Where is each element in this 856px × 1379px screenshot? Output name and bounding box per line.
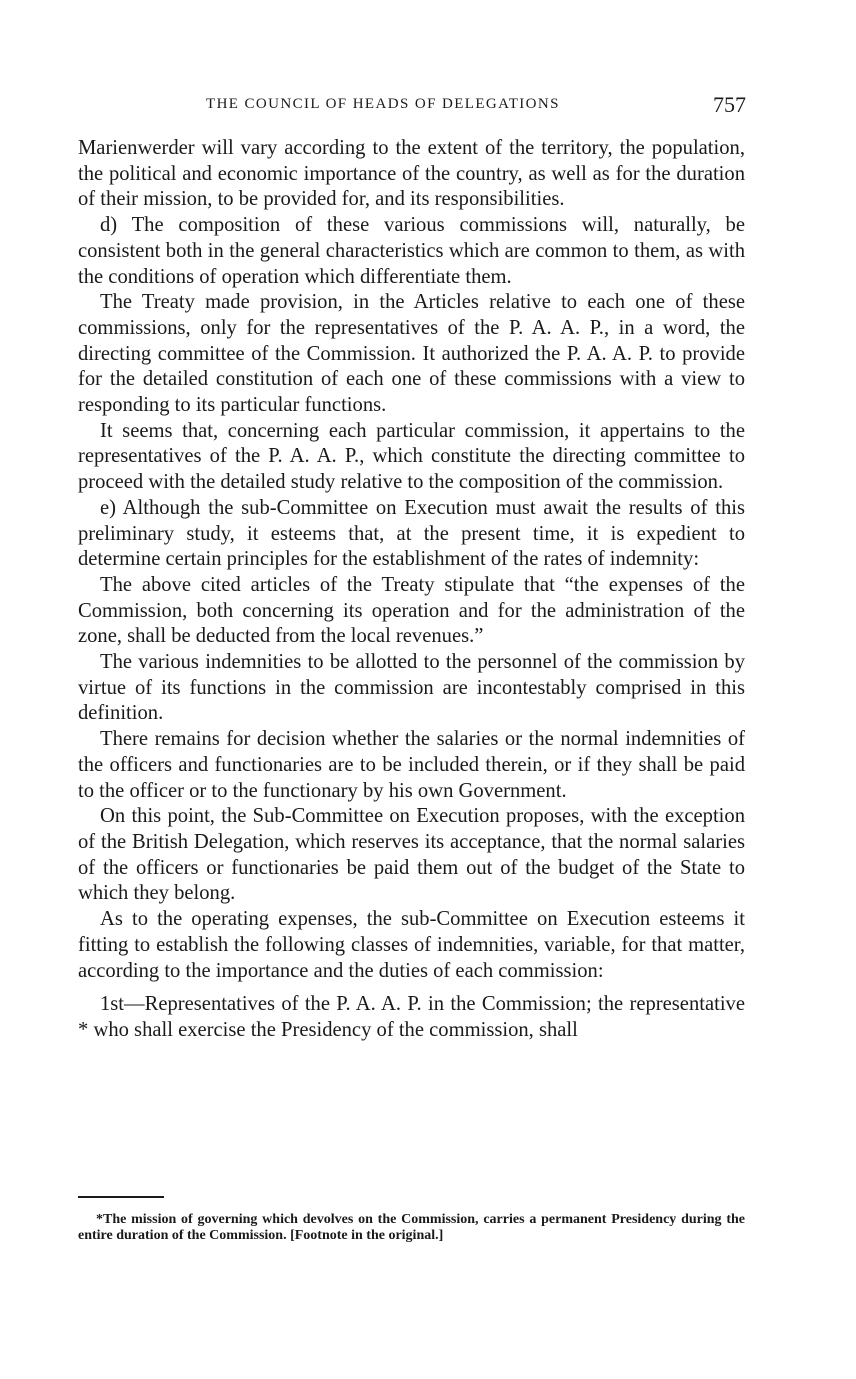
- paragraph: On this point, the Sub-Committee on Execution proposes, with the exception of the British Delegation, which reserves its acceptance, that the normal salaries of the officers or functionaries be paid them out of the budget of the State to which they belong.: [78, 805, 745, 905]
- page-header: [78, 92, 746, 122]
- paragraph-1st: 1st—Representatives of the P. A. A. P. in the Commission; the representative * who shall exercise the Presidency of the commission, shall: [78, 993, 745, 1041]
- paragraph-e: e) Although the sub-Committee on Execution must await the results of this preliminary study, it esteems that, at the present time, it is expedient to determine certain principles for the establishment of the rates of indemnity:: [78, 496, 745, 571]
- footnote-rule: [78, 1196, 164, 1198]
- paragraph-continuation: Marienwerder will vary according to the extent of the territory, the population, the political and economic importance of the country, as well as for the duration of their mission, to be provided for, and its responsibilities.: [78, 137, 745, 211]
- paragraph: The various indemnities to be allotted to the personnel of the commission by virtue of its functions in the commission are incontestably comprised in this definition.: [78, 651, 745, 725]
- running-title: THE COUNCIL OF HEADS OF DELEGATIONS: [206, 96, 560, 112]
- paragraph: As to the operating expenses, the sub-Committee on Execution esteems it fitting to establish the following classes of indemnities, variable, for that matter, according to the importance and the duties of each commission:: [78, 908, 745, 982]
- body-text: [78, 136, 745, 1044]
- paragraph-d: d) The composition of these various commissions will, naturally, be consistent both in the general characteristics which are common to them, as with the conditions of operation which differentiate them.: [78, 214, 745, 288]
- footnote: *The mission of governing which devolves on the Commission, carries a permanent Presidency during the entire duration of the Commission. [Footnote in the original.]: [78, 1212, 745, 1243]
- paragraph: It seems that, concerning each particular commission, it appertains to the representatives of the P. A. A. P., which constitute the directing committee to proceed with the detailed study relative to the composition of the commission.: [78, 419, 745, 494]
- page-number: 757: [713, 92, 746, 117]
- paragraph: The above cited articles of the Treaty stipulate that “the expenses of the Commission, both concerning its operation and for the administration of the zone, shall be deducted from the local revenues.”: [78, 573, 745, 648]
- paragraph: The Treaty made provision, in the Articles relative to each one of these commissions, only for the representatives of the P. A. A. P., in a word, the directing committee of the Commission. It authorized the P. A. A. P. to provide for the detailed constitution of each one of these commissions with a view to responding to its particular functions.: [78, 291, 745, 417]
- paragraph: There remains for decision whether the salaries or the normal indemnities of the officers and functionaries are to be included therein, or if they shall be paid to the officer or to the functionary by his own Government.: [78, 728, 745, 802]
